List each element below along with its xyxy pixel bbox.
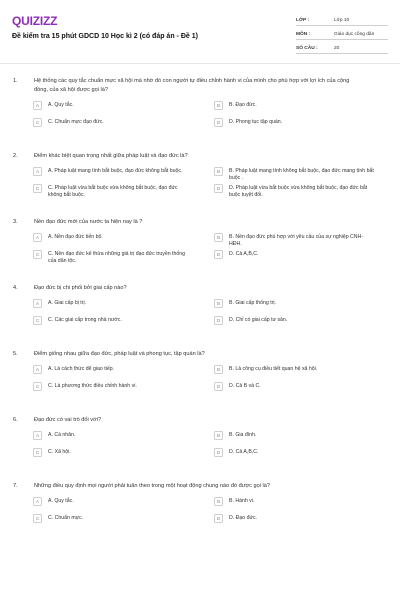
question-header: [0, 77, 400, 95]
answer-option[interactable]: [214, 234, 395, 251]
option-text: D. Đạo đức.: [229, 515, 257, 521]
option-letter-box[interactable]: D: [214, 118, 223, 127]
meta-box: [296, 12, 388, 54]
question-number: 6.: [13, 417, 18, 423]
option-letter-box[interactable]: D: [214, 382, 223, 391]
option-letter-box[interactable]: B: [214, 497, 223, 506]
option-letter-box[interactable]: B: [214, 299, 223, 308]
question-number: 7.: [13, 483, 18, 489]
answer-option[interactable]: [214, 366, 395, 383]
option-text: D. Cả A,B,C.: [229, 251, 259, 257]
option-text: C. Pháp luật vừa bắt buộc vừa không bắt buộc, đạo đức không bắt buộc.: [48, 185, 178, 199]
option-letter-box[interactable]: A: [33, 431, 42, 440]
option-text: C. Chuẩn mực đạo đức.: [48, 119, 104, 125]
option-letter-box[interactable]: D: [214, 250, 223, 259]
question-text: Điểm khác biệt quan trọng nhất giữa pháp luật và đạo đức là?: [34, 153, 188, 159]
answer-option[interactable]: [214, 449, 395, 466]
quizizz-logo[interactable]: QUIZIZZ: [12, 14, 58, 28]
option-text: D. Pháp luật vừa bắt buộc vừa không bắt buộc, đạo đức bắt buộc tuyệt đối.: [229, 185, 368, 199]
option-letter-box[interactable]: B: [214, 233, 223, 242]
option-text: B. Giai cấp thống trị.: [229, 300, 276, 306]
question-header: [0, 416, 400, 425]
answer-option[interactable]: [214, 515, 395, 532]
option-text: C. Chuẩn mực.: [48, 515, 84, 521]
meta-label: LỚP :: [296, 18, 310, 23]
header-divider: [0, 63, 400, 64]
question-number: 1.: [13, 78, 18, 84]
answer-option[interactable]: [33, 498, 214, 515]
answer-option[interactable]: [214, 251, 395, 268]
meta-label: SỐ CÂU :: [296, 46, 318, 51]
question-text: Đạo đức bị chi phối bởi giai cấp nào?: [34, 285, 127, 291]
option-letter-box[interactable]: C: [33, 382, 42, 391]
meta-label: MÔN :: [296, 32, 311, 37]
meta-row: [296, 26, 388, 40]
option-text: C. Là phương thức điều chỉnh hành vi.: [48, 383, 137, 389]
option-letter-box[interactable]: D: [214, 316, 223, 325]
meta-value: Giáo dục công dân: [334, 32, 375, 37]
answer-option[interactable]: [33, 515, 214, 532]
answer-options: [33, 102, 400, 136]
option-text: A. Pháp luật mang tính bắt buộc, đạo đức không bắt buộc.: [48, 168, 183, 174]
option-letter-box[interactable]: D: [214, 448, 223, 457]
answer-option[interactable]: [33, 366, 214, 383]
question: [0, 416, 400, 466]
option-text: A. Cá nhân.: [48, 432, 76, 438]
answer-option[interactable]: [214, 168, 395, 185]
option-letter-box[interactable]: C: [33, 514, 42, 523]
option-text: B. Hành vi.: [229, 498, 255, 504]
option-letter-box[interactable]: B: [214, 431, 223, 440]
answer-option[interactable]: [214, 102, 395, 119]
answer-option[interactable]: [33, 185, 214, 202]
answer-options: [33, 234, 400, 268]
meta-row: [296, 12, 388, 26]
option-text: B. Đạo đức.: [229, 102, 257, 108]
question: [0, 482, 400, 532]
answer-option[interactable]: [214, 383, 395, 400]
option-letter-box[interactable]: A: [33, 365, 42, 374]
option-letter-box[interactable]: A: [33, 299, 42, 308]
question-text: Đạo đức có vai trò đối với?: [34, 417, 102, 423]
option-letter-box[interactable]: C: [33, 448, 42, 457]
meta-value: Lớp 10: [334, 18, 350, 23]
meta-value: 20: [334, 46, 340, 51]
option-letter-box[interactable]: C: [33, 118, 42, 127]
question-header: [0, 284, 400, 293]
question: [0, 152, 400, 202]
option-letter-box[interactable]: A: [33, 497, 42, 506]
option-text: D. Chỉ có giai cấp tư sản.: [229, 317, 288, 323]
option-text: A. Là cách thức để giao tiếp.: [48, 366, 115, 372]
question: [0, 218, 400, 268]
question-header: [0, 218, 400, 227]
answer-option[interactable]: [33, 234, 214, 251]
answer-options: [33, 432, 400, 466]
answer-option[interactable]: [214, 432, 395, 449]
question-text: Nền đạo đức mới của nước ta hiện nay là ?: [34, 219, 143, 225]
option-text: D. Phong tục tập quán.: [229, 119, 283, 125]
option-letter-box[interactable]: B: [214, 101, 223, 110]
answer-options: [33, 498, 400, 532]
question-list: [0, 77, 400, 548]
option-text: D. Cả A,B,C.: [229, 449, 259, 455]
answer-option[interactable]: [33, 449, 214, 466]
option-letter-box[interactable]: A: [33, 233, 42, 242]
header: [0, 0, 400, 62]
option-text: B. Gia đình.: [229, 432, 257, 438]
option-letter-box[interactable]: C: [33, 250, 42, 259]
question-number: 3.: [13, 219, 18, 225]
option-text: C. Xã hội.: [48, 449, 71, 455]
option-text: B. Nền đạo đức phù hợp với yêu cầu của sự nghiệp CNH-HĐH.: [229, 234, 363, 248]
option-letter-box[interactable]: C: [33, 184, 42, 193]
answer-option[interactable]: [214, 185, 395, 202]
answer-option[interactable]: [33, 168, 214, 185]
question-number: 2.: [13, 153, 18, 159]
option-letter-box[interactable]: A: [33, 101, 42, 110]
answer-option[interactable]: [33, 119, 214, 136]
document-title: Đề kiểm tra 15 phút GDCD 10 Học kì 2 (có đáp án - Đề 1): [12, 33, 198, 40]
answer-option[interactable]: [33, 251, 214, 268]
answer-option[interactable]: [214, 498, 395, 515]
option-text: A. Quy tắc.: [48, 498, 74, 504]
option-text: A. Nền đạo đức tiến bộ.: [48, 234, 103, 240]
option-letter-box[interactable]: A: [33, 167, 42, 176]
question-text: Những điều quy định mọi người phải tuân theo trong một hoạt động chung nào đó được gọi là?: [34, 483, 270, 489]
answer-option[interactable]: [33, 383, 214, 400]
answer-option[interactable]: [33, 317, 214, 334]
answer-option[interactable]: [33, 300, 214, 317]
option-text: C. Các giai cấp trong nhà nước.: [48, 317, 122, 323]
option-text: D. Cả B và C.: [229, 383, 261, 389]
option-text: B. Pháp luật mang tính không bắt buộc, đạo đức mang tính bắt buộc .: [229, 168, 374, 182]
option-letter-box[interactable]: B: [214, 365, 223, 374]
question-number: 5.: [13, 351, 18, 357]
answer-options: [33, 366, 400, 400]
answer-option[interactable]: [214, 300, 395, 317]
option-letter-box[interactable]: D: [214, 184, 223, 193]
question-header: [0, 350, 400, 359]
answer-option[interactable]: [33, 102, 214, 119]
answer-option[interactable]: [214, 119, 395, 136]
question-number: 4.: [13, 285, 18, 291]
option-text: B. Là công cụ điều tiết quan hệ xã hội.: [229, 366, 318, 372]
option-letter-box[interactable]: B: [214, 167, 223, 176]
meta-row: [296, 40, 388, 54]
option-letter-box[interactable]: C: [33, 316, 42, 325]
question-header: [0, 152, 400, 161]
question-text: Điểm giống nhau giữa đạo đức, pháp luật và phong tục, tập quán là?: [34, 351, 205, 357]
question: [0, 284, 400, 334]
question: [0, 350, 400, 400]
question-header: [0, 482, 400, 491]
option-letter-box[interactable]: D: [214, 514, 223, 523]
answer-option[interactable]: [33, 432, 214, 449]
answer-options: [33, 168, 400, 202]
question-text: Hệ thống các quy tắc chuẩn mực xã hội mà nhờ đó con người tự điều chỉnh hành vi của mình cho phù hợp với lợi ích của cộng đồng, của xã hội được gọi là?: [34, 78, 350, 93]
question: [0, 77, 400, 136]
answer-options: [33, 300, 400, 334]
option-text: A. Giai cấp bị trị.: [48, 300, 87, 306]
answer-option[interactable]: [214, 317, 395, 334]
option-text: C. Nền đạo đức kế thừa những giá trị đạo đức truyền thống của dân tộc.: [48, 251, 186, 265]
option-text: A. Quy tắc.: [48, 102, 74, 108]
